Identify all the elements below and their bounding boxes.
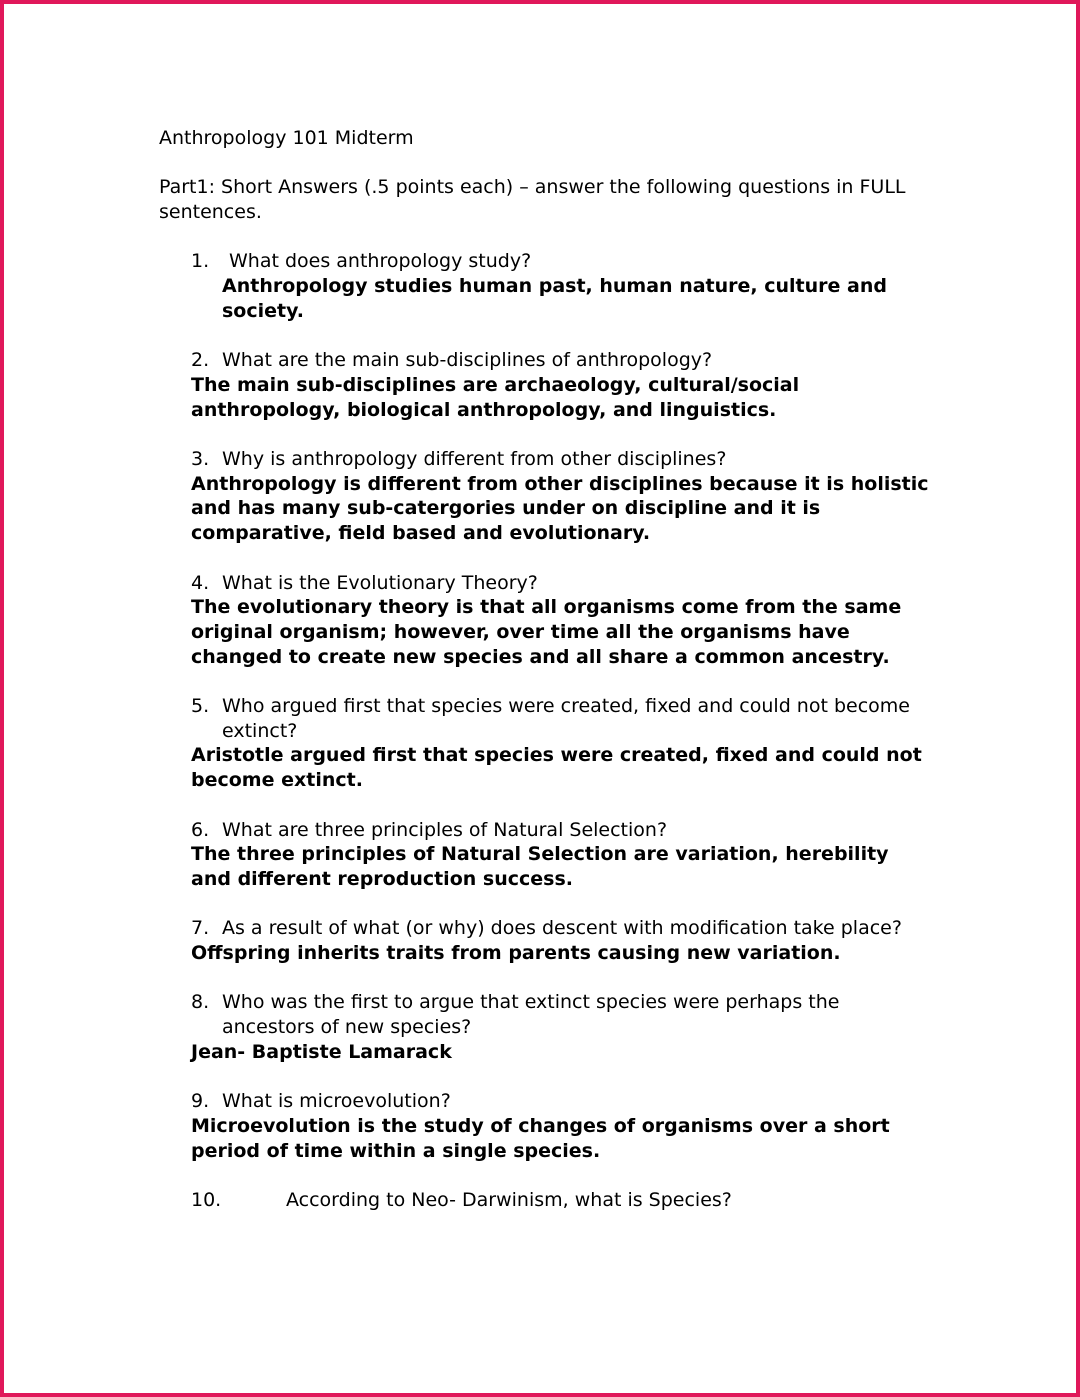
question-text: Who argued first that species were created, fixed and could not become extinct? [222, 695, 910, 742]
question-row [191, 1188, 929, 1213]
question-number: 3. [191, 448, 210, 471]
question-text: What are three principles of Natural Selection? [222, 818, 668, 841]
question-number: 5. [191, 695, 210, 718]
question-item [159, 694, 929, 793]
question-row [191, 916, 929, 941]
question-row [191, 990, 929, 1039]
question-text: What are the main sub-disciplines of anthropology? [222, 349, 713, 372]
question-item [159, 1089, 929, 1163]
question-number: 2. [191, 349, 210, 372]
question-row [191, 1089, 929, 1114]
question-item [159, 1188, 929, 1213]
answer-text: Aristotle argued first that species were created, fixed and could not become extinct. [191, 744, 922, 792]
answer-text: Jean- Baptiste Lamarack [191, 1040, 452, 1063]
question-item [159, 916, 929, 965]
question-item [159, 818, 929, 892]
question-number: 9. [191, 1090, 210, 1113]
question-item [159, 447, 929, 546]
question-row [191, 348, 929, 373]
question-text: According to Neo- Darwinism, what is Species? [286, 1189, 732, 1212]
question-number: 4. [191, 571, 210, 594]
question-row [191, 694, 929, 743]
question-text: Why is anthropology different from other disciplines? [222, 448, 727, 471]
question-item [159, 990, 929, 1064]
question-item [159, 249, 929, 323]
question-row [191, 249, 929, 274]
answer-text: Anthropology is different from other disciplines because it is holistic and has many sub-catergories under on discipline and it is comparative, field based and evolutionary. [191, 472, 929, 545]
document-title: Anthropology 101 Midterm [159, 127, 414, 149]
question-row [191, 571, 929, 596]
question-number: 8. [191, 991, 210, 1014]
question-number: 7. [191, 917, 210, 940]
question-text: What is microevolution? [222, 1090, 451, 1113]
question-number: 1. [191, 250, 210, 273]
question-number: 10. [191, 1189, 222, 1212]
question-text: What is the Evolutionary Theory? [222, 571, 538, 594]
answer-text: The three principles of Natural Selection are variation, herebility and different reproduction success. [191, 843, 889, 890]
question-row [191, 818, 929, 843]
question-row [191, 447, 929, 472]
question-text: Who was the first to argue that extinct species were perhaps the ancestors of new species? [222, 991, 840, 1039]
question-number: 6. [191, 818, 210, 841]
question-list [159, 249, 929, 1212]
question-item [159, 571, 929, 670]
answer-text: Offspring inherits traits from parents causing new variation. [191, 942, 841, 965]
answer-text: Microevolution is the study of changes of organisms over a short period of time within a single species. [191, 1114, 890, 1162]
instructions-text: Part1: Short Answers (.5 points each) – answer the following questions in FULL sentences. [159, 176, 906, 224]
document-body [159, 126, 929, 1237]
answer-text: The main sub-disciplines are archaeology, cultural/social anthropology, biological anthropology, and linguistics. [191, 373, 800, 421]
question-item [159, 348, 929, 422]
answer-text: Anthropology studies human past, human nature, culture and society. [222, 275, 887, 322]
question-text: What does anthropology study? [229, 250, 532, 273]
question-text: As a result of what (or why) does descent with modification take place? [222, 917, 902, 940]
answer-text: The evolutionary theory is that all organisms come from the same original organism; however, over time all the organisms have changed to create new species and all share a common ancestry. [191, 596, 902, 668]
